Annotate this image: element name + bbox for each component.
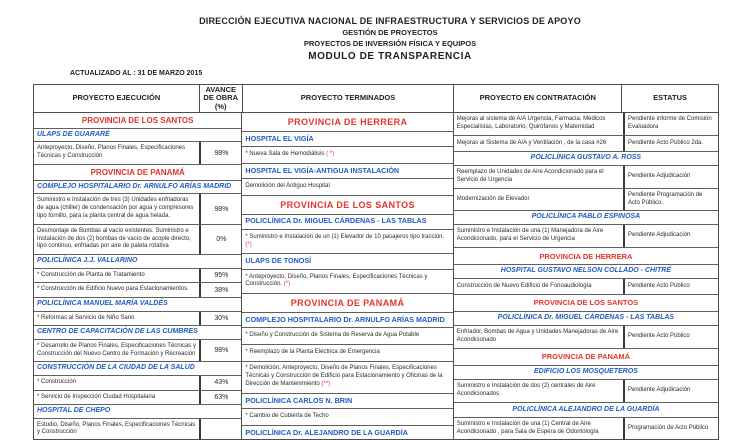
- column-header-proyecto-terminados: PROYECTO TERMINADOS: [243, 85, 455, 112]
- province-row: [242, 294, 452, 313]
- progress-value: 98%: [199, 194, 241, 223]
- facility-name: ULAPS DE TONOSÍ: [245, 256, 312, 266]
- project-row: [34, 340, 241, 363]
- title-line-4: MODULO DE TRANSPARENCIA: [308, 51, 472, 62]
- project-row: [242, 409, 452, 426]
- facility-name: HOSPITAL EL VIGÍA: [245, 133, 314, 143]
- project-row: [242, 362, 452, 394]
- project-description: [454, 326, 623, 348]
- status-value: Programación de Acto Público: [623, 418, 718, 440]
- footnote-marker: (*): [282, 281, 291, 288]
- project-description: [242, 409, 452, 425]
- project-description: [454, 380, 623, 402]
- progress-value: 95%: [199, 269, 241, 283]
- province-row: [454, 248, 718, 265]
- status-value: Pendiente Adjudicación: [623, 225, 718, 247]
- project-description: [454, 225, 623, 247]
- project-description: [34, 312, 199, 326]
- project-description-text: Modernización de Elevador: [456, 195, 530, 202]
- column-header-avance-de-obra: AVANCE DE OBRA (%): [200, 85, 243, 112]
- status-value: Pendiente Programación de Acto Público.: [623, 189, 718, 209]
- project-description-text: Reemplazo de Unidades de Aire Acondicionado para el Servicio de Urgencia: [456, 169, 604, 184]
- facility-name: ULAPS DE GUARARÉ: [37, 131, 110, 138]
- facility-name: POLICLÍNICA PABLO ESPINOSA: [531, 213, 641, 221]
- project-description-text: Suministro e Instalación de una (1) Manejadora de Aire Acondicionado, para el Servicio de Urgencia: [456, 228, 604, 243]
- project-description: [454, 418, 623, 440]
- facility-row: [454, 152, 718, 166]
- progress-value: [199, 419, 241, 440]
- contracting-column-group: [454, 113, 718, 440]
- progress-value: 98%: [199, 142, 241, 164]
- title-line-3: PROYECTOS DE INVERSIÓN FÍSICA Y EQUIPOS: [303, 39, 477, 48]
- project-description: [34, 391, 199, 405]
- province-header: PROVINCIA DE PANAMÁ: [290, 298, 405, 309]
- project-row: [34, 142, 241, 165]
- project-description: [34, 142, 199, 164]
- project-row: [242, 270, 452, 294]
- province-row: [34, 165, 241, 181]
- projects-table: [33, 84, 719, 440]
- facility-row: [34, 326, 241, 339]
- facility-name: POLICLÍNICA CARLOS N. BRIN: [245, 395, 353, 405]
- province-row: [454, 295, 718, 312]
- province-row: [454, 349, 718, 366]
- province-row: [242, 113, 452, 132]
- project-description-text: Desmontaje de Bombas al vacío existentes. Suministro e Instalación de dos (2) bombas de vacío de acople directo, tipo continuo, enfriadas por aire de paleta rotativa: [37, 227, 191, 250]
- project-description-text: * Construcción: [37, 378, 77, 385]
- project-row: [454, 113, 718, 136]
- facility-row: [454, 265, 718, 279]
- project-description: [454, 189, 623, 209]
- title-line-2: GESTIÓN DE PROYECTOS: [342, 28, 438, 37]
- facility-row: [242, 254, 452, 269]
- facility-name: HOSPITAL EL VIGÍA-ANTIGUA INSTALACIÓN: [245, 165, 400, 175]
- status-value: Pendiente Acto Público 2da.: [623, 136, 718, 151]
- project-description: [454, 136, 623, 151]
- progress-value: 30%: [199, 312, 241, 326]
- project-row: [34, 312, 241, 327]
- project-row: [34, 283, 241, 298]
- project-description-text: * Anteproyecto, Diseño, Planos Finales, Especificaciones Técnicas y Construcción. (*): [245, 273, 428, 288]
- facility-row: [242, 426, 452, 440]
- project-row: [242, 328, 452, 345]
- execution-column-group: [34, 113, 242, 440]
- project-description-text: * Cambio de Cubierta de Techo: [245, 413, 329, 419]
- project-description: [242, 230, 452, 253]
- facility-row: [34, 255, 241, 268]
- facility-name: CENTRO DE CAPACITACIÓN DE LAS CUMBRES: [37, 328, 198, 336]
- project-row: [454, 380, 718, 403]
- project-description-text: * Demolición, Anteproyecto, Diseño de Planos Finales, Especificaciones Técnicas y Construcción de Edificio para Estacionamiento y Oficinas de la Dirección de Mantenimiento (**): [245, 365, 443, 387]
- progress-value: 43%: [199, 376, 241, 390]
- project-row: [454, 279, 718, 295]
- project-description: [242, 362, 452, 393]
- table-body: [34, 113, 718, 440]
- facility-name: COMPLEJO HOSPITALARIO Dr. ARNULFO ARÍAS MADRID: [245, 314, 445, 324]
- facility-row: [242, 394, 452, 409]
- facility-row: [34, 298, 241, 311]
- status-value: Pendiente informe de Comisión Evaluadora: [623, 113, 718, 135]
- project-description: [34, 340, 199, 362]
- facility-row: [34, 181, 241, 194]
- project-row: [34, 419, 241, 440]
- project-description: [242, 345, 452, 361]
- project-description: [454, 113, 623, 135]
- project-description-text: Mejoras al sistema de A/A Urgencia, Farmacia, Médicos Especialistas, Laboratorio, Quirófanos y Maternidad: [456, 116, 606, 131]
- document-title-block: [0, 16, 750, 62]
- province-header: PROVINCIA DE LOS SANTOS: [533, 298, 639, 308]
- facility-row: [242, 215, 452, 230]
- facility-row: [34, 362, 241, 375]
- province-header: PROVINCIA DE HERRERA: [539, 251, 633, 261]
- facility-name: POLICLÍNICA J.J. VALLARINO: [37, 257, 138, 265]
- project-description-text: Suministro e Instalación de dos (2) centrales de Aire Acondicionados: [456, 383, 596, 398]
- project-description-text: Enfriador, Bombas de Agua y Unidades Manejadoras de Aire Acondicionado: [456, 329, 619, 343]
- project-row: [454, 136, 718, 152]
- project-row: [34, 194, 241, 224]
- province-header: PROVINCIA DE LOS SANTOS: [280, 199, 415, 210]
- project-description: [242, 328, 452, 344]
- facility-row: [34, 405, 241, 418]
- project-description-text: Suministro e Instalación de una (1) Central de Aire Acondicionado , para Sala de Espera de Odontología: [456, 420, 599, 435]
- project-description-text: * Servicio de Inspección Ciudad Hospitalaria: [37, 393, 156, 400]
- province-header: PROVINCIA DE HERRERA: [287, 116, 408, 127]
- progress-value: 38%: [199, 283, 241, 297]
- column-header-proyecto-ejecucion: PROYECTO EJECUCIÓN: [34, 85, 200, 112]
- facility-name: COMPLEJO HOSPITALARIO Dr. ARNULFO ARÍAS MADRID: [37, 182, 232, 190]
- province-header: PROVINCIA DE PANAMÁ: [541, 352, 631, 362]
- project-description-text: * Suministro e Instalación de un (1) Elevador de 10 pasajeros tipo tracción. (*): [245, 233, 445, 248]
- project-row: [454, 189, 718, 210]
- footnote-marker: (*): [245, 241, 252, 248]
- project-description-text: * Construcción de Edificio Nuevo para Estacionamientos.: [37, 286, 189, 293]
- project-row: [242, 147, 452, 164]
- project-description-text: * Reemplazo de la Planta Eléctrica de Emergencia: [245, 348, 380, 355]
- facility-name: POLICLÍNICA Dr. ALEJANDRO DE LA GUARDÍA: [245, 427, 408, 437]
- project-description-text: Construcción de Nuevo Edificio de Fonoaudiología: [456, 282, 592, 289]
- project-description-text: Suministro e Instalación de tres (3) Unidades enfriadoras de agua (chiller) de condensación por agua y compresores tipo tornillo, para la planta central de agua helada.: [37, 197, 194, 219]
- project-row: [454, 166, 718, 189]
- project-description: [34, 194, 199, 223]
- facility-row: [242, 164, 452, 179]
- facility-row: [454, 403, 718, 417]
- status-value: Pendiente Adjudicación: [623, 166, 718, 188]
- project-row: [34, 225, 241, 255]
- facility-row: [454, 211, 718, 225]
- progress-value: 63%: [199, 391, 241, 405]
- project-row: [34, 376, 241, 391]
- province-row: [34, 113, 241, 129]
- project-description: [242, 270, 452, 293]
- project-row: [242, 230, 452, 254]
- progress-value: 0%: [199, 225, 241, 254]
- project-row: [34, 391, 241, 406]
- province-header: PROVINCIA DE LOS SANTOS: [81, 116, 194, 125]
- project-description: [242, 179, 452, 195]
- progress-value: 98%: [199, 340, 241, 362]
- facility-name: CONSTRUCCIÓN DE LA CIUDAD DE LA SALUD: [37, 364, 195, 372]
- footnote-marker: (**): [319, 381, 331, 387]
- province-row: [242, 196, 452, 215]
- facility-name: POLICLÍNICA Dr. MIGUEL CÁRDENAS - LAS TABLAS: [497, 313, 675, 321]
- table-header-row: [34, 85, 718, 113]
- project-row: [454, 225, 718, 248]
- project-row: [34, 269, 241, 284]
- facility-name: HOSPITAL GUSTAVO NELSON COLLADO - CHITRÉ: [500, 267, 671, 275]
- facility-row: [34, 129, 241, 142]
- status-value: Pendiente Adjudicación: [623, 380, 718, 402]
- updated-date-label: ACTUALIZADO AL : 31 DE MARZO 2015: [70, 70, 203, 77]
- project-description: [34, 376, 199, 390]
- facility-row: [242, 313, 452, 328]
- project-description: [34, 225, 199, 254]
- project-description-text: Demolición del Antiguo Hospital: [245, 183, 330, 190]
- facility-row: [242, 132, 452, 147]
- project-row: [454, 326, 718, 349]
- facility-name: POLICLÍNICA ALEJANDRO DE LA GUARDÍA: [512, 405, 660, 413]
- province-header: PROVINCIA DE PANAMÁ: [90, 167, 185, 177]
- facility-name: HOSPITAL DE CHEPO: [37, 407, 111, 415]
- finished-column-group: [242, 113, 453, 440]
- project-description: [34, 419, 199, 440]
- status-value: Pendiente Acto Público: [623, 279, 718, 294]
- project-description: [454, 166, 623, 188]
- project-description: [34, 283, 199, 297]
- project-description-text: Estudio, Diseño, Planos Finales, Especificaciones Técnicas y Construcción: [37, 421, 196, 436]
- facility-name: POLICLÍNICA Dr. MIGUEL CÁRDENAS - LAS TABLAS: [245, 216, 427, 226]
- facility-name: POLICLÍNICA GUSTAVO A. ROSS: [530, 154, 642, 162]
- project-description-text: * Desarrollo de Planos Finales, Especificaciones Técnicas y Construcción del Nuevo Centro de Formación y Recreación: [37, 342, 196, 357]
- column-header-proyecto-en-contratacion: PROYECTO EN CONTRATACIÓN: [454, 85, 622, 112]
- project-description-text: Mejoras al Sistema de A/A y Ventilación , de la casa #26: [456, 139, 607, 146]
- project-description-text: Anteproyecto, Diseño, Planos Finales, Especificaciones Técnicas y Construcción: [37, 145, 186, 160]
- column-header-estatus: ESTATUS: [653, 93, 687, 103]
- facility-row: [454, 366, 718, 380]
- facility-row: [454, 312, 718, 326]
- project-description-text: * Reformas al Servicio de Niño Sano: [37, 314, 135, 321]
- project-description: [242, 147, 452, 163]
- project-description: [34, 269, 199, 283]
- status-value: Pendiente Acto Público: [623, 326, 718, 348]
- project-description-text: * Construcción de Planta de Tratamiento: [37, 271, 145, 278]
- title-line-1: DIRECCIÓN EJECUTIVA NACIONAL DE INFRAESTRUCTURA Y SERVICIOS DE APOYO: [199, 16, 581, 26]
- project-row: [454, 418, 718, 440]
- facility-name: POLICLÍNICA MANUEL MARÍA VALDÉS: [37, 300, 168, 308]
- facility-name: EDIFICIO LOS MOSQUETEROS: [533, 368, 638, 376]
- project-row: [242, 345, 452, 362]
- project-description-text: * Diseño y Construcción de Sistema de Reserva de Agua Potable: [245, 332, 420, 339]
- project-row: [242, 179, 452, 196]
- project-description-text: * Nueva Sala de Hemodiálisis ( *): [245, 151, 335, 158]
- footnote-marker: ( *): [324, 151, 335, 158]
- project-description: [454, 279, 623, 294]
